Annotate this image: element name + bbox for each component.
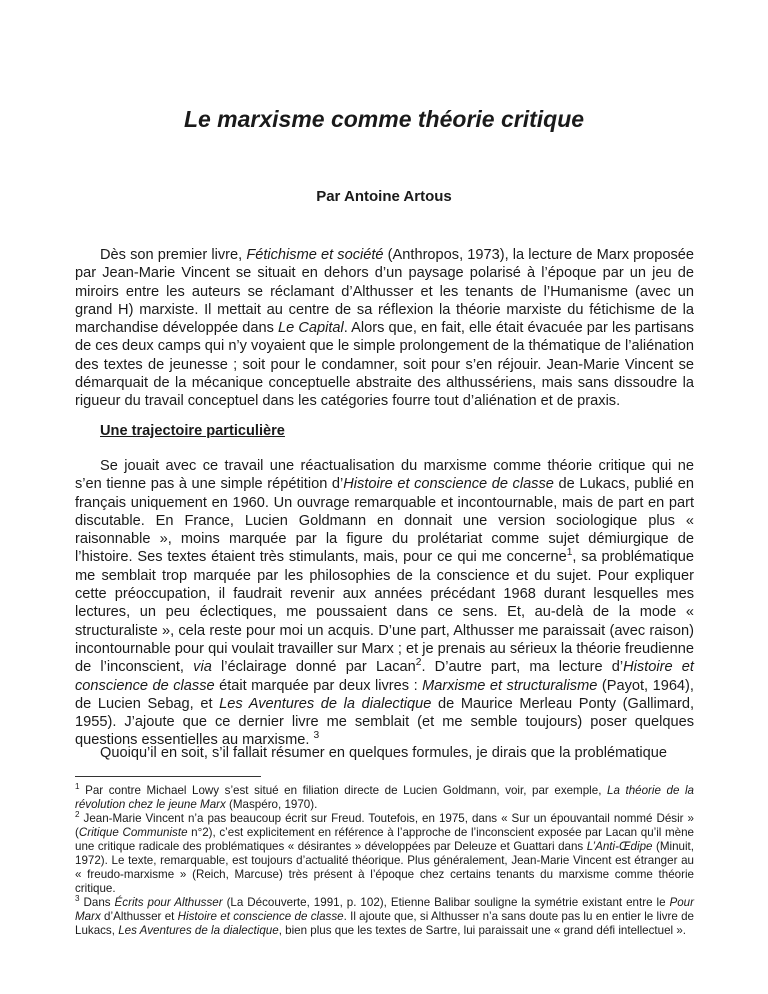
footnote-3: $^3$ Dans Écrits pour Althusser (La Découverte, 1991, p. 102), Etienne Balibar souligne la symétrie existant entre le Pour Marx d’Althusser et Histoire et conscience de classe. Il ajoute que, si Althusser n’a sans doute pas lu en entier le livre de Lukacs, Les Aventures de la dialectique, bien plus que les textes de Sartre, lui paraissait une « grand défi intellectuel ».: [75, 894, 694, 937]
paragraph-continued: Quoiqu’il en soit, s’il fallait résumer en quelques formules, je dirais que la problématique: [100, 745, 668, 761]
footnote-1: $^1$ Par contre Michael Lowy s’est situé en filiation directe de Lucien Goldmann, voir, par exemple, La théorie de la révolution chez le jeune Marx (Maspéro, 1970).: [75, 782, 694, 811]
footnote-ref-3[interactable]: 3: [313, 730, 320, 742]
paragraph-intro: Dès son premier livre, Fétichisme et société (Anthropos, 1973), la lecture de Marx proposée par Jean-Marie Vincent se situait en dehors d’un paysage polarisé à l’époque par un jeu de miroirs entre les auteurs se réclamant d’Althusser et les tenants de l’Humanisme (avec un grand H) marxiste. Il mettait au centre de sa réflexion la théorie marxiste du fétichisme de la marchandise développée dans Le Capital. Alors que, en fait, elle était évacuée par les partisans de ces deux camps qui n’y voyaient que le simple prolongement de la thématique de l’aliénation des textes de jeunesse ; soit pour le condamner, soit pour s’en réjouir. Jean-Marie Vincent se démarquait de la mécanique conceptuelle abstraite des althussériens, mais sans dissoudre la rigueur du travail conceptuel dans les catégories fourre tout d’aliénation et de praxis.: [75, 247, 694, 410]
footnote-ref-1[interactable]: 1: [566, 547, 573, 559]
footnotes: [75, 784, 694, 938]
footnote-2: $^2$ Jean-Marie Vincent n’a pas beaucoup écrit sur Freud. Toutefois, en 1975, dans « Sur un épouvantail nommé Désir » (Critique Communiste n°2), c’est explicitement en référence à l’approche de l’inconscient exposée par Lacan qu’il mène une critique radicale des problématiques « désirantes » développées par Deleuze et Guattari dans L’Anti-Œdipe (Minuit, 1972). Le texte, remarquable, est toujours d’actualité théorique. Plus généralement, Jean-Marie Vincent est étranger au « freudo-marxisme » (Reich, Marcuse) très présent à l’époque chez certains tenants du marxisme comme théorie critique.: [75, 810, 694, 895]
page-title: Le marxisme comme théorie critique: [183, 106, 585, 132]
author-byline: Par Antoine Artous: [316, 188, 452, 205]
paragraph-trajectory: Se jouait avec ce travail une réactualisation du marxisme comme théorie critique qui ne s’en tienne pas à une simple répétition d’Histoire et conscience de classe de Lukacs, publié en français uniquement en 1960. Un ouvrage remarquable et incontournable, mais de part en part discutable. En France, Lucien Goldmann en donnait une version sociologique plus « raisonnable », moins marquée par la figure du prolétariat comme sujet démiurgique de l’histoire. Ses textes étaient très stimulants, mais, pour ce qui me concerne$^1$, sa problématique me semblait trop marquée par les philosophies de la conscience et du sujet. Pour expliquer cette préoccupation, il faudrait revenir aux années précédant 1968 durant lesquelles mes lectures, un peu éclectiques, me poussaient dans ce sens. Et, au-delà de la mode « structuraliste », cela reste pour moi un acquis. D’une part, Althusser me paraissait (avec raison) incontournable pour qui voulait travailler sur Marx ; et je prenais au sérieux la théorie freudienne de l’inconscient, via l’éclairage donné par Lacan$^2$. D’autre part, ma lecture d’Histoire et conscience de classe était marquée par deux livres : Marxisme et structuralisme (Payot, 1964), de Lucien Sebag, et Les Aventures de la dialectique de Maurice Merleau Ponty (Gallimard, 1955). J’ajoute que ce dernier livre me semblait (et me semble toujours) poser quelques questions essentielles au marxisme. $^3$: [75, 458, 694, 749]
section-heading: Une trajectoire particulière: [100, 423, 285, 439]
footnote-ref-2[interactable]: 2: [415, 657, 422, 669]
footnote-divider: [75, 776, 261, 777]
